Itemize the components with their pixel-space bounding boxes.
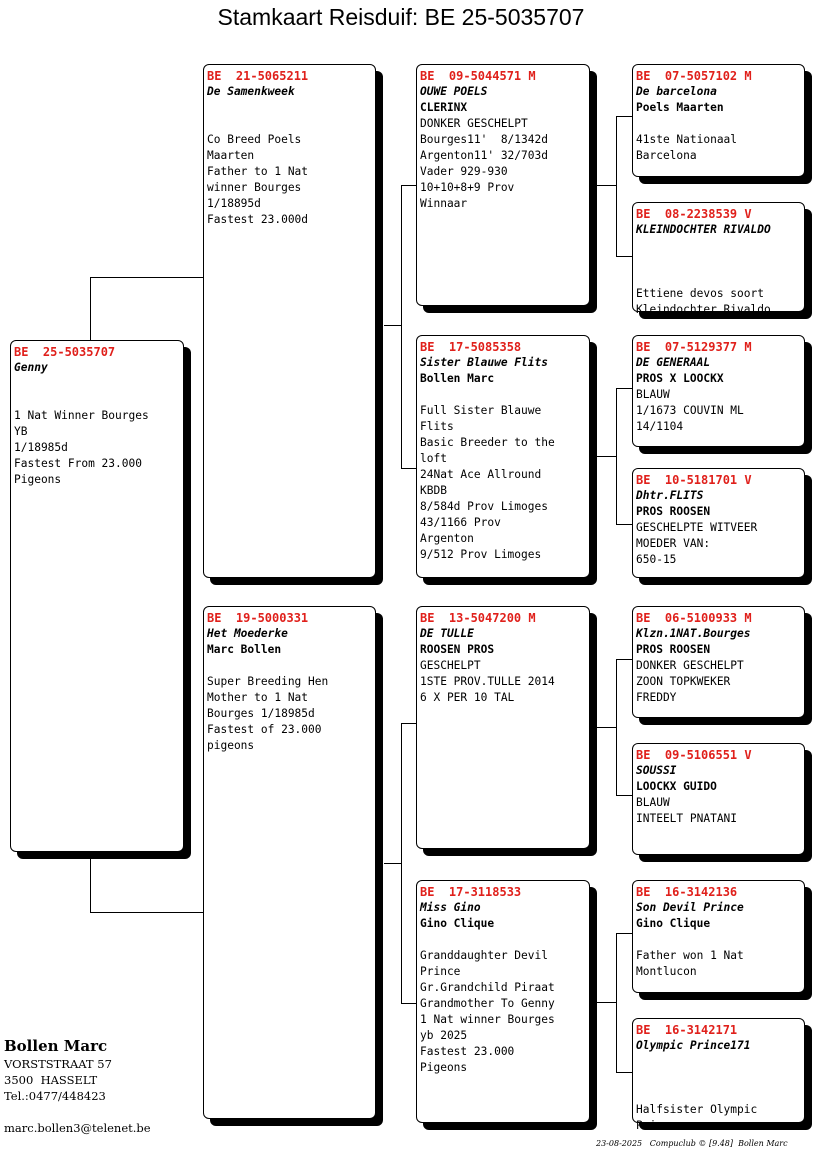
pigeon-note: 6 X PER 10 TAL (420, 691, 515, 704)
pigeon-note: Vader 929-930 (420, 165, 508, 178)
pigeon-note (420, 387, 586, 403)
connector-line (616, 933, 633, 934)
ring-number: BE 25-5035707 (14, 345, 116, 359)
page-title: Stamkaart Reisduif: BE 25-5035707 (217, 4, 585, 30)
pigeon-note: DONKER GESCHELPT (636, 659, 744, 672)
connector-line (597, 1002, 616, 1003)
pigeon-note: Co Breed Poels (207, 133, 302, 146)
ring-number: BE 16-3142171 (636, 1023, 738, 1037)
pigeon-owner (14, 376, 180, 392)
connector-line (616, 388, 617, 524)
connector-line (616, 659, 633, 660)
pigeon-note: Fastest 23.000d (207, 213, 309, 226)
pigeon-card-ssd (632, 202, 805, 316)
pigeon-note: Father won 1 Nat (636, 949, 744, 962)
pigeon-note: Super Breeding Hen (207, 675, 329, 688)
pigeon-note: 1STE PROV.TULLE 2014 (420, 675, 555, 688)
pigeon-card-sds (632, 335, 805, 447)
pigeon-name: Dhtr.FLITS (636, 489, 704, 502)
connector-line (401, 468, 417, 469)
connector-line (616, 659, 617, 795)
connector-line (384, 325, 401, 326)
pigeon-note: Montlucon (636, 965, 697, 978)
ring-number: BE 10-5181701 V (636, 473, 752, 487)
connector-line (401, 723, 402, 1003)
connector-line (401, 1003, 417, 1004)
pigeon-note: pigeons (207, 739, 255, 752)
pigeon-note: Basic Breeder to the (420, 436, 555, 449)
pigeon-note: 1 Nat Winner Bourges (14, 409, 149, 422)
pigeon-name: Miss Gino (420, 901, 481, 914)
pigeon-note: 1 Nat winner Bourges (420, 1013, 555, 1026)
pigeon-name: Son Devil Prince (636, 901, 744, 914)
pigeon-card-dsd (632, 743, 805, 855)
connector-line (597, 456, 616, 457)
pigeon-note (636, 116, 801, 132)
connector-line (401, 185, 402, 468)
pigeon-owner: LOOCKX GUIDO (636, 780, 717, 793)
pigeon-note: Mother to 1 Nat (207, 691, 309, 704)
pigeon-name: DE GENERAAL (636, 356, 711, 369)
pigeon-owner: CLERINX (420, 101, 468, 114)
pigeon-note: winner Bourges (207, 181, 302, 194)
pigeon-note: Flits (420, 420, 454, 433)
pigeon-note: Fastest From 23.000 (14, 457, 142, 470)
pigeon-note: yb 2025 (420, 1029, 468, 1042)
pigeon-note (636, 932, 801, 948)
pigeon-note: 41ste Nationaal (636, 133, 738, 146)
ring-number: BE 17-3118533 (420, 885, 522, 899)
pigeon-note: GESCHELPTE WITVEER (636, 521, 758, 534)
connector-line (616, 795, 633, 796)
pigeon-card-dam-sire (416, 606, 590, 849)
pigeon-note: Argenton11' 32/703d (420, 149, 548, 162)
connector-line (384, 863, 401, 864)
pigeon-note: BLAUW (636, 388, 670, 401)
pigeon-owner (636, 238, 801, 254)
pigeon-owner: Bollen Marc (420, 372, 495, 385)
ring-number: BE 21-5065211 (207, 69, 309, 83)
pigeon-note: 650-15 (636, 553, 677, 566)
pigeon-name: Het Moederke (207, 627, 288, 640)
connector-line (616, 524, 633, 525)
pigeon-owner: Poels Maarten (636, 101, 724, 114)
ring-number: BE 06-5100933 M (636, 611, 752, 625)
pigeon-card-dds (632, 880, 805, 993)
breeder-email: marc.bollen3@telenet.be (4, 1121, 151, 1135)
pigeon-note (207, 116, 372, 132)
pigeon-note: BLAUW (636, 796, 670, 809)
pigeon-note: Pigeons (14, 473, 62, 486)
pigeon-note: 1/18985d (14, 441, 68, 454)
connector-line (90, 912, 204, 913)
pigeon-note: Full Sister Blauwe (420, 404, 542, 417)
connector-line (597, 727, 616, 728)
pigeon-note: Fastest 23.000 (420, 1045, 515, 1058)
pigeon-name: DE TULLE (420, 627, 474, 640)
pigeon-note: Granddaughter Devil (420, 949, 548, 962)
pigeon-note: 1/18895d (207, 197, 261, 210)
connector-line (401, 185, 417, 186)
pigeon-note: Maarten (207, 149, 255, 162)
breeder-name: Bollen Marc (4, 1037, 108, 1055)
connector-line (616, 116, 633, 117)
pigeon-note: Pigeons (420, 1061, 468, 1074)
pigeon-note: Bourges 1/18985d (207, 707, 315, 720)
pigeon-note: GESCHELPT (420, 659, 481, 672)
breeder-phone: Tel.:0477/448423 (4, 1089, 106, 1103)
breeder-info (4, 1036, 151, 1136)
pigeon-card-sire-dam (416, 335, 590, 578)
pigeon-card-sire (203, 64, 376, 578)
connector-line (616, 388, 633, 389)
pigeon-name: Olympic Prince171 (636, 1039, 751, 1052)
pigeon-owner: Marc Bollen (207, 643, 282, 656)
pigeon-owner: ROOSEN PROS (420, 643, 495, 656)
pigeon-owner: PROS ROOSEN (636, 505, 711, 518)
pigeon-note: Father to 1 Nat (207, 165, 309, 178)
pigeon-note: 24Nat Ace Allround (420, 468, 542, 481)
pigeon-note: 8/584d Prov Limoges (420, 500, 548, 513)
ring-number: BE 08-2238539 V (636, 207, 752, 221)
pigeon-note (636, 1070, 801, 1086)
pigeon-name: KLEINDOCHTER RIVALDO (636, 223, 771, 236)
ring-number: BE 09-5106551 V (636, 748, 752, 762)
pigeon-note: MOEDER VAN: (636, 537, 711, 550)
connector-line (90, 277, 204, 278)
pigeon-name: De Samenkweek (207, 85, 295, 98)
pigeon-note (207, 658, 372, 674)
pigeon-note: FREDDY (636, 691, 677, 704)
pigeon-note: Grandmother To Genny (420, 997, 555, 1010)
footer-credit: 23-08-2025 Compuclub © [9.48] Bollen Marc (596, 1139, 788, 1148)
pigeon-note: Argenton (420, 532, 474, 545)
pigeon-card-sss (632, 64, 805, 177)
connector-line (616, 933, 617, 1072)
ring-number: BE 07-5129377 M (636, 340, 752, 354)
ring-number: BE 09-5044571 M (420, 69, 536, 83)
pigeon-name: SOUSSI (636, 764, 677, 777)
pigeon-note: 1/1673 COUVIN ML (636, 404, 744, 417)
pigeon-note: Prince (636, 1119, 677, 1132)
pigeon-name: Klzn.1NAT.Bourges (636, 627, 751, 640)
pigeon-note (636, 1086, 801, 1102)
pigeon-note: Bourges11' 8/1342d (420, 133, 548, 146)
ring-number: BE 17-5085358 (420, 340, 522, 354)
connector-line (597, 185, 616, 186)
pigeon-name: Genny (14, 361, 48, 374)
pigeon-note: Halfsister Olympic (636, 1103, 758, 1116)
pigeon-owner: PROS X LOOCKX (636, 372, 724, 385)
pigeon-note: Fastest of 23.000 (207, 723, 322, 736)
pigeon-note: 10+10+8+9 Prov (420, 181, 515, 194)
pigeon-note: loft (420, 452, 447, 465)
pigeon-owner: PROS ROOSEN (636, 643, 711, 656)
pigeon-name: OUWE POELS (420, 85, 488, 98)
connector-line (90, 855, 91, 912)
connector-line (616, 116, 617, 256)
pigeon-owner (207, 100, 372, 116)
pigeon-note: KBDB (420, 484, 447, 497)
connector-line (616, 1072, 633, 1073)
connector-line (90, 277, 91, 340)
pigeon-note: Prince (420, 965, 461, 978)
pigeon-note: INTEELT PNATANI (636, 812, 738, 825)
breeder-city: 3500 HASSELT (4, 1073, 98, 1087)
pigeon-card-dss (632, 606, 805, 718)
breeder-address: VORSTSTRAAT 57 (4, 1057, 112, 1071)
pigeon-note: 14/1104 (636, 420, 684, 433)
connector-line (401, 723, 417, 724)
pigeon-card-dam-dam (416, 880, 590, 1123)
pigeon-note: Barcelona (636, 149, 697, 162)
connector-line (616, 256, 633, 257)
pigeon-note: 9/512 Prov Limoges (420, 548, 542, 561)
ring-number: BE 19-5000331 (207, 611, 309, 625)
pigeon-note: DONKER GESCHELPT (420, 117, 528, 130)
pigeon-name: De barcelona (636, 85, 717, 98)
pigeon-owner: Gino Clique (636, 917, 711, 930)
pigeon-note: Gr.Grandchild Piraat (420, 981, 555, 994)
ring-number: BE 07-5057102 M (636, 69, 752, 83)
pigeon-note: ZOON TOPKWEKER (636, 675, 731, 688)
pigeon-owner: Gino Clique (420, 917, 495, 930)
pigeon-card-sdd (632, 468, 805, 578)
pigeon-note: Winnaar (420, 197, 468, 210)
pigeon-note (420, 932, 586, 948)
pigeon-card-subject (10, 340, 184, 852)
pigeon-note: 43/1166 Prov (420, 516, 501, 529)
pigeon-note: Ettiene devos soort (636, 287, 764, 300)
pigeon-note: Kleindochter Rivaldo (636, 303, 771, 316)
pigeon-card-dam (203, 606, 376, 1119)
pigeon-note (14, 392, 180, 408)
pigeon-card-sire-sire (416, 64, 590, 306)
pigeon-note (636, 254, 801, 270)
ring-number: BE 16-3142136 (636, 885, 738, 899)
pigeon-name: Sister Blauwe Flits (420, 356, 548, 369)
pigeon-owner (636, 1054, 801, 1070)
pigeon-note (636, 270, 801, 286)
ring-number: BE 13-5047200 M (420, 611, 536, 625)
pigeon-card-ddd (632, 1018, 805, 1132)
pigeon-note: YB (14, 425, 28, 438)
